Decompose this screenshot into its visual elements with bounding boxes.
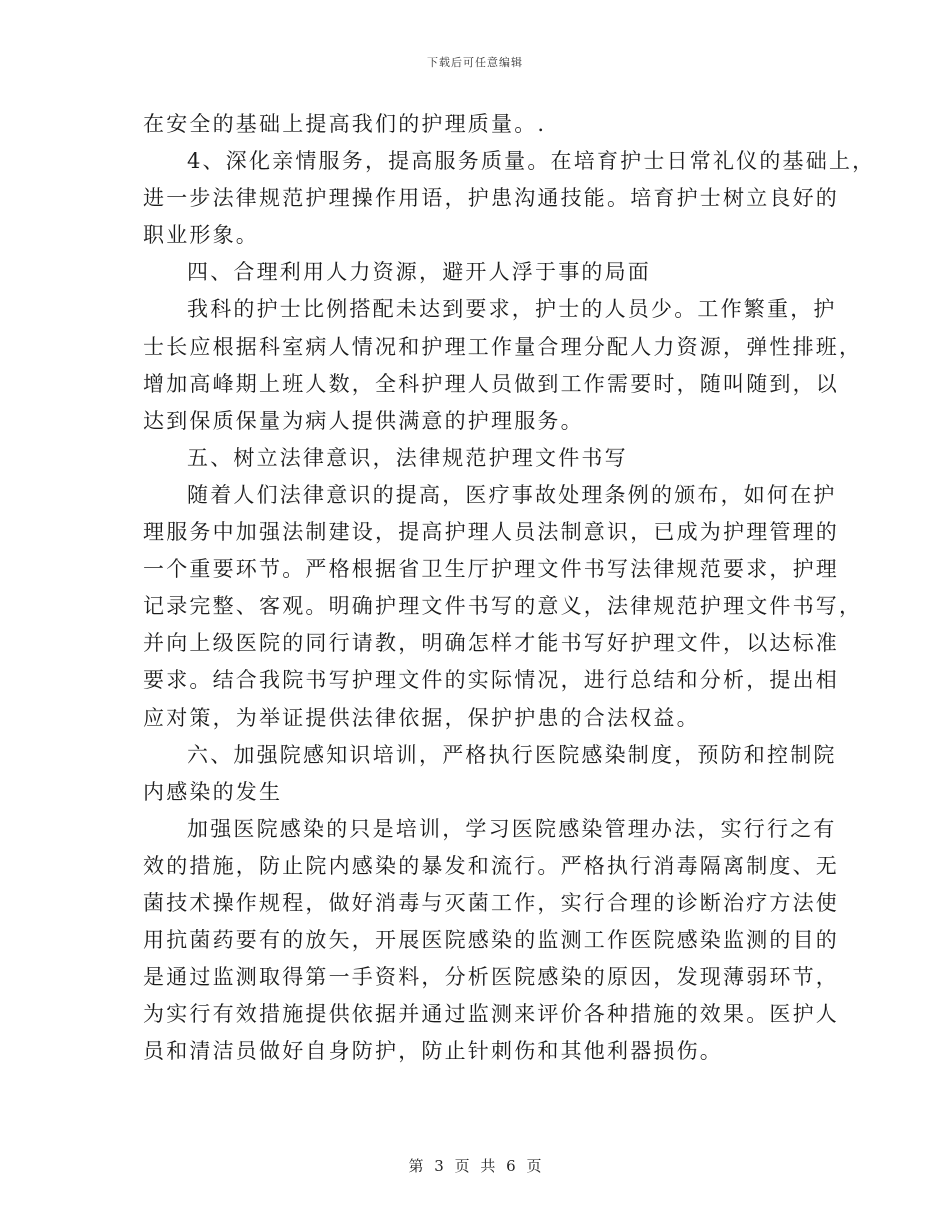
- text-line: 菌技术操作规程，做好消毒与灭菌工作，实行合理的诊断治疗方法使: [143, 890, 839, 915]
- page-header: 下载后可任意编辑: [427, 56, 523, 69]
- text-line: 是通过监测取得第一手资料，分析医院感染的原因，发现薄弱环节，: [143, 965, 839, 990]
- text-line: 增加高峰期上班人数，全科护理人员做到工作需要时，随叫随到，以: [143, 371, 839, 396]
- document-body: [143, 106, 876, 1070]
- text-line: 士长应根据科室病人情况和护理工作量合理分配人力资源，弹性排班，: [143, 334, 863, 359]
- text-line: 职业形象。: [143, 223, 259, 248]
- text-line: 随着人们法律意识的提高，医疗事故处理条例的颁布，如何在护: [187, 482, 837, 507]
- text-line: 应对策，为举证提供法律依据，保护护患的合法权益。: [143, 705, 700, 730]
- text-line: 为实行有效措施提供依据并通过监测来评价各种措施的效果。医护人: [143, 1002, 839, 1027]
- section-heading: 六、加强院感知识培训，严格执行医院感染制度，预防和控制院: [187, 742, 837, 767]
- section-heading: 四、合理利用人力资源，避开人浮于事的局面: [187, 260, 651, 285]
- text-line: 在安全的基础上提高我们的护理质量。.: [143, 112, 547, 136]
- text-line: 并向上级医院的同行请教，明确怎样才能书写好护理文件，以达标准: [143, 631, 839, 656]
- text-line: 进一步法律规范护理操作用语，护患沟通技能。培育护士树立良好的: [143, 186, 839, 211]
- text-line: 记录完整、客观。明确护理文件书写的意义，法律规范护理文件书写，: [143, 594, 863, 619]
- text-line: 要求。结合我院书写护理文件的实际情况，进行总结和分析，提出相: [143, 668, 839, 693]
- text-line: 加强医院感染的只是培训，学习医院感染管理办法，实行行之有: [187, 816, 837, 841]
- text-line: 我科的护士比例搭配未达到要求，护士的人员少。工作繁重，护: [187, 297, 837, 322]
- text-line: 理服务中加强法制建设，提高护理人员法制意识，已成为护理管理的: [143, 520, 839, 545]
- text-line: 达到保质保量为病人提供满意的护理服务。: [143, 408, 584, 433]
- page-footer: 第 3 页 共 6 页: [408, 1157, 542, 1175]
- text-line: 效的措施，防止院内感染的暴发和流行。严格执行消毒隔离制度、无: [143, 853, 839, 878]
- text-line: 用抗菌药要有的放矢，开展医院感染的监测工作医院感染监测的目的: [143, 928, 839, 953]
- section-heading: 内感染的发生: [143, 779, 283, 804]
- text-line: 员和清洁员做好自身防护，防止针刺伤和其他利器损伤。: [143, 1039, 723, 1064]
- section-heading: 五、树立法律意识，法律规范护理文件书写: [187, 445, 628, 470]
- text-line: 4、深化亲情服务，提高服务质量。在培育护士日常礼仪的基础上，: [187, 149, 876, 174]
- text-line: 一个重要环节。严格根据省卫生厅护理文件书写法律规范要求，护理: [143, 557, 839, 582]
